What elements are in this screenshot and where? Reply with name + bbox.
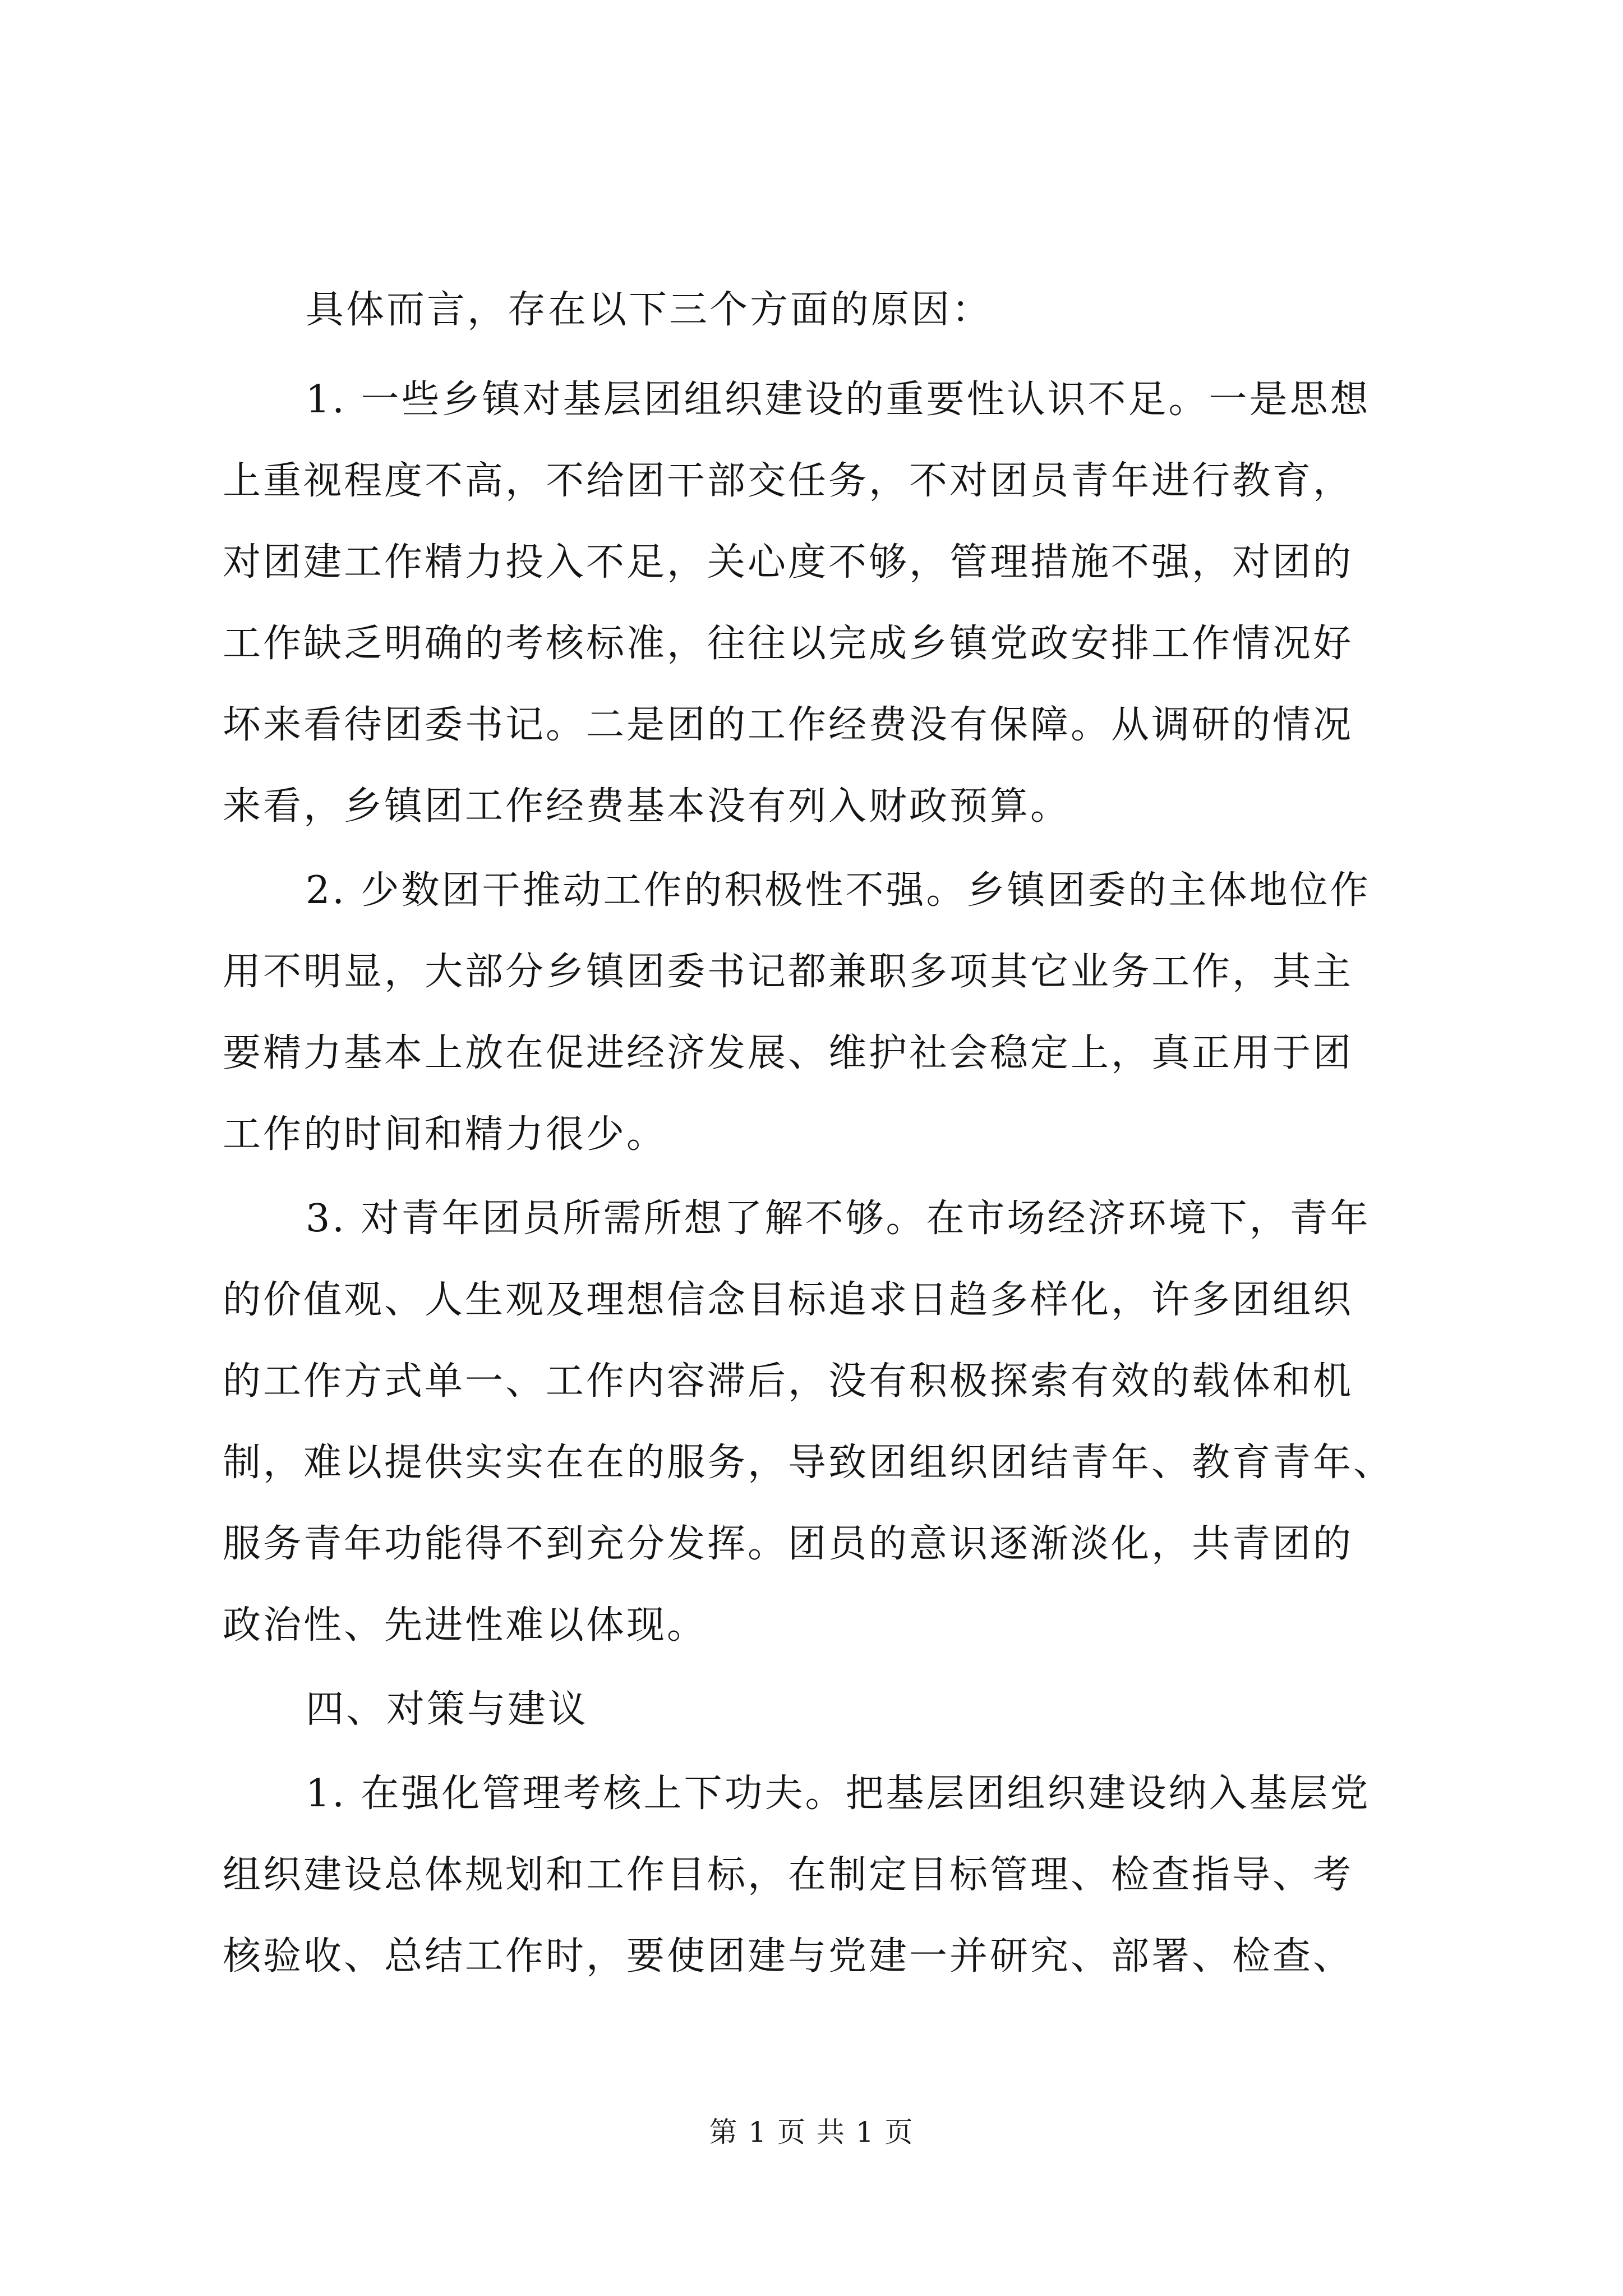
text-line: 2. 少数团干推动工作的积极性不强。乡镇团委的主体地位作 (306, 868, 1371, 913)
text-line: 用不明显，大部分乡镇团委书记都兼职多项其它业务工作，其主 (223, 950, 1354, 994)
text-line: 制，难以提供实实在在的服务，导致团组织团结青年、教育青年、 (223, 1441, 1394, 1485)
text-line: 工作缺乏明确的考核标准，往往以完成乡镇党政安排工作情况好 (223, 622, 1354, 666)
text-line: 1. 在强化管理考核上下功夫。把基层团组织建设纳入基层党 (306, 1772, 1371, 1816)
text-line: 具体而言，存在以下三个方面的原因： (306, 288, 993, 332)
text-line: 工作的时间和精力很少。 (223, 1112, 667, 1157)
text-line: 的价值观、人生观及理想信念目标追求日趋多样化，许多团组织 (223, 1278, 1354, 1322)
page-number-footer: 第 1 页 共 1 页 (709, 2116, 914, 2148)
text-line: 核验收、总结工作时，要使团建与党建一并研究、部署、检查、 (223, 1934, 1354, 1978)
text-line: 上重视程度不高，不给团干部交任务，不对团员青年进行教育， (223, 459, 1354, 503)
text-line: 对团建工作精力投入不足，关心度不够，管理措施不强，对团的 (223, 540, 1354, 585)
text-line: 组织建设总体规划和工作目标，在制定目标管理、检查指导、考 (223, 1853, 1354, 1897)
text-line: 1. 一些乡镇对基层团组织建设的重要性认识不足。一是思想 (306, 378, 1371, 422)
text-line: 政治性、先进性难以体现。 (223, 1603, 708, 1648)
text-line: 坏来看待团委书记。二是团的工作经费没有保障。从调研的情况 (223, 703, 1354, 747)
text-line: 的工作方式单一、工作内容滞后，没有积极探索有效的载体和机 (223, 1359, 1354, 1404)
text-line: 要精力基本上放在促进经济发展、维护社会稳定上，真正用于团 (223, 1031, 1354, 1075)
text-line: 来看，乡镇团工作经费基本没有列入财政预算。 (223, 784, 1071, 829)
text-line: 3. 对青年团员所需所想了解不够。在市场经济环境下，青年 (306, 1197, 1371, 1241)
text-line: 服务青年功能得不到充分发挥。团员的意识逐渐淡化，共青团的 (223, 1522, 1354, 1566)
section-heading: 四、对策与建议 (306, 1687, 589, 1732)
